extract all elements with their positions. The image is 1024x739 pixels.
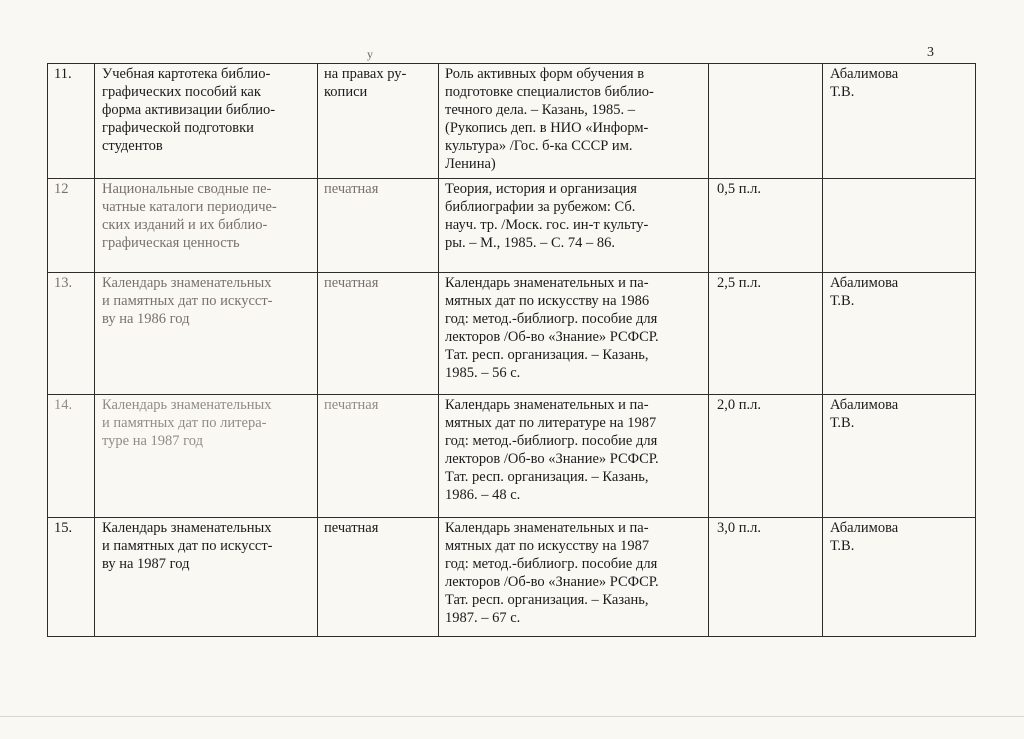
source-cell xyxy=(439,179,709,273)
coauthor: Абалимова Т.В. xyxy=(830,66,899,100)
title-cell xyxy=(95,518,318,637)
type-cell xyxy=(318,179,439,273)
coauthor-cell xyxy=(823,179,976,273)
publication-type: на правах ру- кописи xyxy=(324,66,407,100)
publications-table xyxy=(47,63,976,637)
volume-cell xyxy=(709,64,823,179)
type-cell xyxy=(318,518,439,637)
type-cell xyxy=(318,64,439,179)
title-cell xyxy=(95,179,318,273)
row-number: 12 xyxy=(54,181,69,197)
source-cell xyxy=(439,518,709,637)
stray-mark: у xyxy=(367,47,373,61)
publication-type: печатная xyxy=(324,275,379,291)
coauthor-cell xyxy=(823,64,976,179)
volume: 2,0 п.л. xyxy=(717,397,761,413)
type-cell xyxy=(318,273,439,395)
table-row xyxy=(48,64,976,179)
table-row xyxy=(48,179,976,273)
work-title: Учебная картотека библио- графических пособий как форма активизации библио- графической подготовки студентов xyxy=(102,66,276,154)
publication-source: Календарь знаменательных и па- мятных дат по искусству на 1986 год: метод.-библиогр. пособие для лекторов /Об-во «Знание» РСФСР. Тат. респ. организация. – Казань, 1985. – 56 с. xyxy=(445,275,659,381)
coauthor-cell xyxy=(823,518,976,637)
volume-cell xyxy=(709,518,823,637)
row-number-cell xyxy=(48,518,95,637)
row-number-cell xyxy=(48,395,95,518)
volume-cell xyxy=(709,273,823,395)
row-number: 13. xyxy=(54,275,73,291)
work-title: Календарь знаменательных и памятных дат по искусст- ву на 1986 год xyxy=(102,275,273,327)
publication-type: печатная xyxy=(324,181,379,197)
coauthor: Абалимова Т.В. xyxy=(830,275,899,309)
publication-type: печатная xyxy=(324,520,379,536)
publication-source: Календарь знаменательных и па- мятных дат по искусству на 1987 год: метод.-библиогр. пособие для лекторов /Об-во «Знание» РСФСР. Тат. респ. организация. – Казань, 1987. – 67 с. xyxy=(445,520,659,626)
table-row xyxy=(48,518,976,637)
volume-cell xyxy=(709,179,823,273)
row-number: 15. xyxy=(54,520,73,536)
volume: 0,5 п.л. xyxy=(717,181,761,197)
title-cell xyxy=(95,273,318,395)
row-number-cell xyxy=(48,179,95,273)
scan-edge-line xyxy=(0,716,1024,717)
publication-source: Календарь знаменательных и па- мятных дат по литературе на 1987 год: метод.-библиогр. пособие для лекторов /Об-во «Знание» РСФСР. Тат. респ. организация. – Казань, 1986. – 48 с. xyxy=(445,397,659,503)
publication-source: Роль активных форм обучения в подготовке специалистов библио- течного дела. – Казань, 1985. – (Рукопись деп. в НИО «Информ- культура» /Гос. б-ка СССР им. Ленина) xyxy=(445,66,654,172)
source-cell xyxy=(439,395,709,518)
row-number-cell xyxy=(48,64,95,179)
work-title: Календарь знаменательных и памятных дат по литера- туре на 1987 год xyxy=(102,397,272,449)
row-number: 11. xyxy=(54,66,72,82)
volume: 2,5 п.л. xyxy=(717,275,761,291)
table-row xyxy=(48,395,976,518)
source-cell xyxy=(439,64,709,179)
table-row xyxy=(48,273,976,395)
publication-type: печатная xyxy=(324,397,379,413)
coauthor-cell xyxy=(823,395,976,518)
coauthor: Абалимова Т.В. xyxy=(830,397,899,431)
publication-source: Теория, история и организация библиографии за рубежом: Сб. науч. тр. /Моск. гос. ин-т культу- ры. – М., 1985. – С. 74 – 86. xyxy=(445,181,649,251)
work-title: Национальные сводные пе- чатные каталоги периодиче- ских изданий и их библио- графическая ценность xyxy=(102,181,277,251)
volume: 3,0 п.л. xyxy=(717,520,761,536)
work-title: Календарь знаменательных и памятных дат по искусст- ву на 1987 год xyxy=(102,520,273,572)
title-cell xyxy=(95,395,318,518)
type-cell xyxy=(318,395,439,518)
coauthor-cell xyxy=(823,273,976,395)
source-cell xyxy=(439,273,709,395)
row-number: 14. xyxy=(54,397,73,413)
volume-cell xyxy=(709,395,823,518)
page-number: 3 xyxy=(927,45,934,60)
coauthor: Абалимова Т.В. xyxy=(830,520,899,554)
title-cell xyxy=(95,64,318,179)
row-number-cell xyxy=(48,273,95,395)
